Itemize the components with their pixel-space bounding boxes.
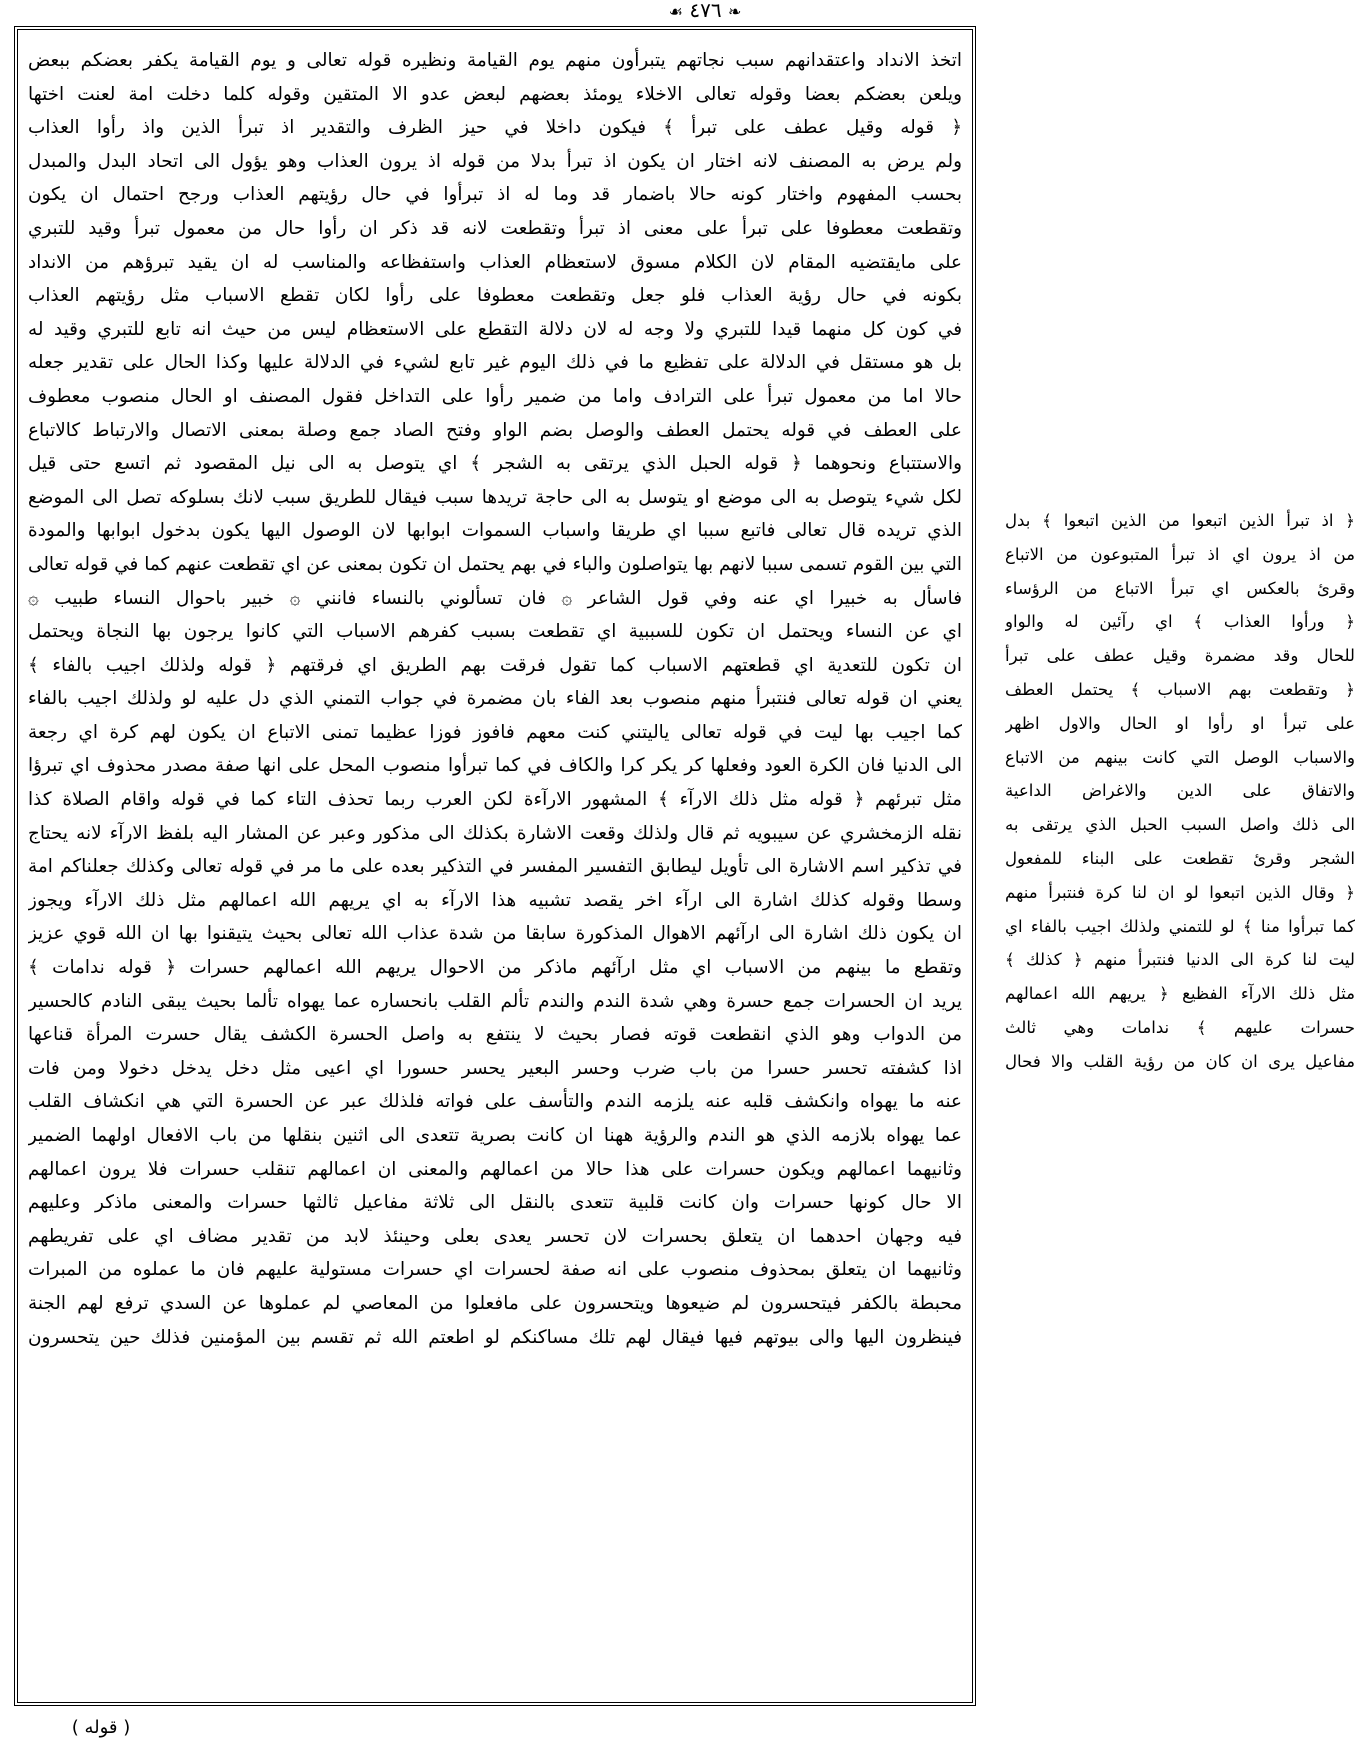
main-text-line: بكونه في حال رؤية العذاب فلو جعل وتقطعت معطوفا على رأوا لكان تقطع الاسباب مثل رؤيتهم العذاب (28, 285, 962, 307)
margin-text-line: ﴿ وقال الذين اتبعوا لو ان لنا كرة فنتبرأ منهم (1005, 882, 1355, 902)
main-text-line: فيه وجهان احدهما ان يتعلق بحسرات لان تحسر يعدى بعلى وحينئذ لابد من تقدير مضاف اي على تفريطهم (28, 1225, 962, 1247)
main-text-line: كما اجيب بها ليت في قوله تعالى ياليتني كنت معهم فافوز فوزا عظيما تمنى الاتباع ان يكون لهم كرة اي رجعة (28, 721, 962, 743)
main-text-line: وثانيهما ان يتعلق بمحذوف منصوب على انه صفة لحسرات اي حسرات مستولية عليهم فان ما عملوه من المبرات (28, 1259, 962, 1281)
main-text-line: اتخذ الانداد واعتقدانهم سبب نجاتهم يتبرأون منهم يوم القيامة ونظيره قوله تعالى و يوم القيامة يكفر بعضكم ببعض (28, 50, 962, 71)
main-text-line: بحسب المفهوم واختار كونه حالا باضمار قد وما له اذ تبرأوا في حال رؤيتهم العذاب ورجح احتمال ان يكون (28, 184, 962, 206)
main-text-line: في تذكير اسم الاشارة الى تأويل ليطابق التفسير المفسر في التذكير بعده على ما مر في قوله تعالى وكذلك جعلناكم امة (28, 856, 962, 878)
main-text-line: وتقطعت معطوفا على تبرأ على معنى اذ تبرأ وتقطعت لانه قد ذكر ان رأوا حال من معمول تبرأ وقيد للتبري (28, 217, 962, 239)
margin-text-line: ﴿ ورأوا العذاب ﴾ اي رآئين له والواو (1005, 612, 1355, 632)
main-text-line: بل هو مستقل في الدلالة على تفظيع ما في ذلك اليوم غير تابع لشيء في الدلالة عليها وكذا الحال على تقدير جعله (28, 352, 962, 374)
main-text-line: يعني ان قوله تعالى فنتبرأ منهم منصوب بعد الفاء بان مضمرة في جواب التمني الذي دل عليه لو ولذلك اجيب بالفاء (28, 688, 962, 710)
main-text-line: حالا اما من معمول تبرأ على الترادف واما من ضمير رأوا على التداخل فقول المصنف او الحال منصوب معطوف (28, 385, 962, 407)
page-number-ornament-left: ☙ (668, 2, 683, 21)
main-text-line: فينظرون اليها والى بيوتهم فيها فيقال لهم تلك مساكنكم لو اطعتم الله ثم تقسم بين المؤمنين فذلك حين يتحسرون (28, 1326, 962, 1348)
main-text-line: ﴿ قوله وقيل عطف على تبرأ ﴾ فيكون داخلا في حيز الظرف والتقدير اذ تبرأ الذين واذ رأوا العذاب (28, 117, 962, 139)
margin-text-line: كما تبرأوا منا ﴾ لو للتمني ولذلك اجيب بالفاء اي (1005, 916, 1355, 936)
main-text-line: في كون كل منهما قيدا للتبري ولا وجه له لان دلالة التقطع على الاستعظام ليس من حيث انه تابع للتبري وقيد له (28, 318, 962, 340)
main-text-line: عما يهواه بلازمه الذي هو الندم والرؤية ههنا ان كانت بصرية تتعدى الى اثنين بنقلها من باب الافعال اولهما الضمير (28, 1125, 962, 1146)
main-text-line: وثانيهما اعمالهم ويكون حسرات على هذا حالا من اعمالهم والمعنى ان اعمالهم تنقلب حسرات فلا يرون اعمالهم (28, 1158, 962, 1180)
margin-text-line: الشجر وقرئ تقطعت على البناء للمفعول (1005, 848, 1355, 868)
margin-text-line: على تبرأ او رأوا او الحال والاول اظهر (1005, 713, 1355, 733)
main-text-line: ويلعن بعضكم بعضا وقوله تعالى الاخلاء يومئذ بعضهم لبعض عدو الا المتقين وقوله كلما دخلت امة لعنت اختها (28, 83, 962, 105)
main-text-line: ولم يرض به المصنف لانه اختار ان يكون اذ تبرأ بدلا من قوله اذ يرون العذاب وهو يؤول الى اتحاد البدل والمبدل (28, 150, 962, 172)
main-text-line: اي عن النساء ويحتمل ان تكون للسببية اي تقطعت بسبب كفرهم الاسباب التي كانوا يرجون بها النجاة ويحتمل (28, 621, 962, 643)
margin-text-line: ﴿ اذ تبرأ الذين اتبعوا من الذين اتبعوا ﴾ بدل (1005, 511, 1355, 530)
margin-text-line: مثل ذلك الارآء الفظيع ﴿ يريهم الله اعمالهم (1005, 984, 1355, 1004)
main-text-line: يريد ان الحسرات جمع حسرة وهي شدة الندم والندم تألم القلب بانحساره عما يهواه تألما بحيث يبقى النادم كالحسير (28, 990, 962, 1012)
page-number-text: ٤٧٦ (689, 0, 722, 22)
main-text-line: اذا كشفته تحسر حسرا من باب ضرب وحسر البعير يحسر حسورا اي اعيى مثل دخل يدخل دخولا ومن فات (28, 1057, 962, 1079)
main-commentary-text (28, 44, 962, 1354)
margin-text-line: مفاعيل يرى ان كان من رؤية القلب والا فحال (1005, 1051, 1355, 1071)
main-text-line: فاسأل به خبيرا اي عنه وفي قول الشاعر ۞ فان تسألوني بالنساء فانني ۞ خبير باحوال النساء طبيب ۞ (28, 587, 962, 609)
main-text-line: ان تكون للتعدية اي قطعتهم الاسباب كما تقول فرقت بهم الطريق اي فرقتهم ﴿ قوله ولذلك اجيب بالفاء ﴾ (28, 654, 962, 676)
main-text-line: وسطا وقوله كذلك اشارة الى ارآء اخر يقصد تشبيه هذا الارآء به اي يريهم الله اعمالهم مثل ذلك الارآء ويجوز (28, 889, 962, 911)
main-text-line: لكل شيء يتوصل به الى موضع او يتوسل به الى حاجة تريدها سبب فيقال للطريق سبب لانك بسلوكه تصل الى الموضع (28, 486, 962, 508)
page-number (640, 0, 770, 22)
main-text-line: الا حال كونها حسرات وان كانت قلبية تتعدى بالنقل الى ثلاثة مفاعيل ثالثها حسرات والمعنى ماذكر وعليهم (28, 1192, 962, 1214)
main-text-line: التي بين القوم تسمى سببا لانهم بها يتواصلون والباء في بهم يحتمل ان تكون بمعنى عن اي تقطعت عنهم كما في قوله تعالى (28, 553, 962, 575)
margin-text-line: وقرئ بالعكس اي تبرأ الاتباع من الرؤساء (1005, 578, 1355, 598)
margin-text-line: ﴿ وتقطعت بهم الاسباب ﴾ يحتمل العطف (1005, 679, 1355, 699)
margin-text-line: للحال وقد مضمرة وقيل عطف على تبرأ (1005, 646, 1355, 666)
main-text-line: نقله الزمخشري عن سيبويه ثم قال ولذلك وقعت الاشارة بكذلك الى مذكور وعبر عن المشار اليه بلفظ الارآء لانه يحتاج (28, 822, 962, 844)
main-text-line: محبطة بالكفر فيتحسرون لم ضيعوها ويتحسرون على مافعلوا من المعاصي لم عملوها عن السدي ترفع لهم الجنة (28, 1292, 962, 1314)
main-text-line: ان يكون ذلك اشارة الى ارآئهم الاهوال المذكورة سابقا من شدة عذاب الله تعالى بحيث يتيقنوا بها ان الله قوي عزيز (28, 923, 962, 945)
main-text-line: والاستتباع ونحوهما ﴿ قوله الحبل الذي يرتقى به الشجر ﴾ اي يتوصل به الى نيل المقصود ثم اتسع حتى قيل (28, 453, 962, 475)
margin-text-line: ليت لنا كرة الى الدنيا فنتبرأ منهم ﴿ كذلك ﴾ (1005, 950, 1355, 970)
main-text-line: من الدواب وهو الذي انقطعت قوته فصار بحيث لا ينتفع به واصل الحسرة الكشف يقال حسرت المرأة قناعها (28, 1024, 962, 1046)
main-text-line: الذي تريده قال تعالى فاتبع سببا اي طريقا واسباب السموات ابوابها لان الوصول اليها يكون بدخول ابوابها والمودة (28, 520, 962, 542)
main-text-line: مثل تبرئهم ﴿ قوله مثل ذلك الارآء ﴾ المشهور الارآءة لكن العرب ربما تحذف التاء كما في قوله واقام الصلاة كذا (28, 789, 962, 811)
margin-text-line: من اذ يرون اي اذ تبرأ المتبوعون من الاتباع (1005, 544, 1355, 564)
main-text-line: الى الدنيا فان الكرة العود وفعلها كر يكر كرا والكاف في كما تبرأوا منصوب المحل على انها صفة مصدر محذوف اي تبرؤا (28, 755, 962, 777)
catchword: ( قوله ) (71, 1717, 131, 1738)
main-text-line: عنه ما يهواه وانكشف قلبه عنه يلزمه الندم والتأسف على فواته فلذلك عبر عن الحسرة التي هي انكشاف القلب (28, 1091, 962, 1113)
margin-tafsir-text (1005, 504, 1355, 1079)
main-text-line: على العطف في قوله يحتمل العطف والوصل بضم الواو وفتح الصاد جمع وصلة بمعنى الاتصال والارتباط كالاتباع (28, 419, 962, 441)
margin-text-line: الى ذلك واصل السبب الحبل الذي يرتقى به (1005, 815, 1355, 835)
margin-text-line: والاتفاق على الدين والاغراض الداعية (1005, 781, 1355, 801)
margin-text-line: حسرات عليهم ﴾ ندامات وهي ثالث (1005, 1017, 1355, 1037)
page-number-ornament-right: ❧ (727, 2, 742, 21)
margin-text-line: والاسباب الوصل التي كانت بينهم من الاتباع (1005, 747, 1355, 767)
main-text-line: وتقطع ما بينهم من الاسباب اي مثل ارآئهم ماذكر من الاحوال يريهم الله اعمالهم حسرات ﴿ قوله ندامات ﴾ (28, 957, 962, 979)
main-text-line: على مايقتضيه المقام لان الكلام مسوق لاستعظام العذاب واستفظاعه والمناسب له ان يقيد تبرؤهم من الانداد (28, 251, 962, 273)
